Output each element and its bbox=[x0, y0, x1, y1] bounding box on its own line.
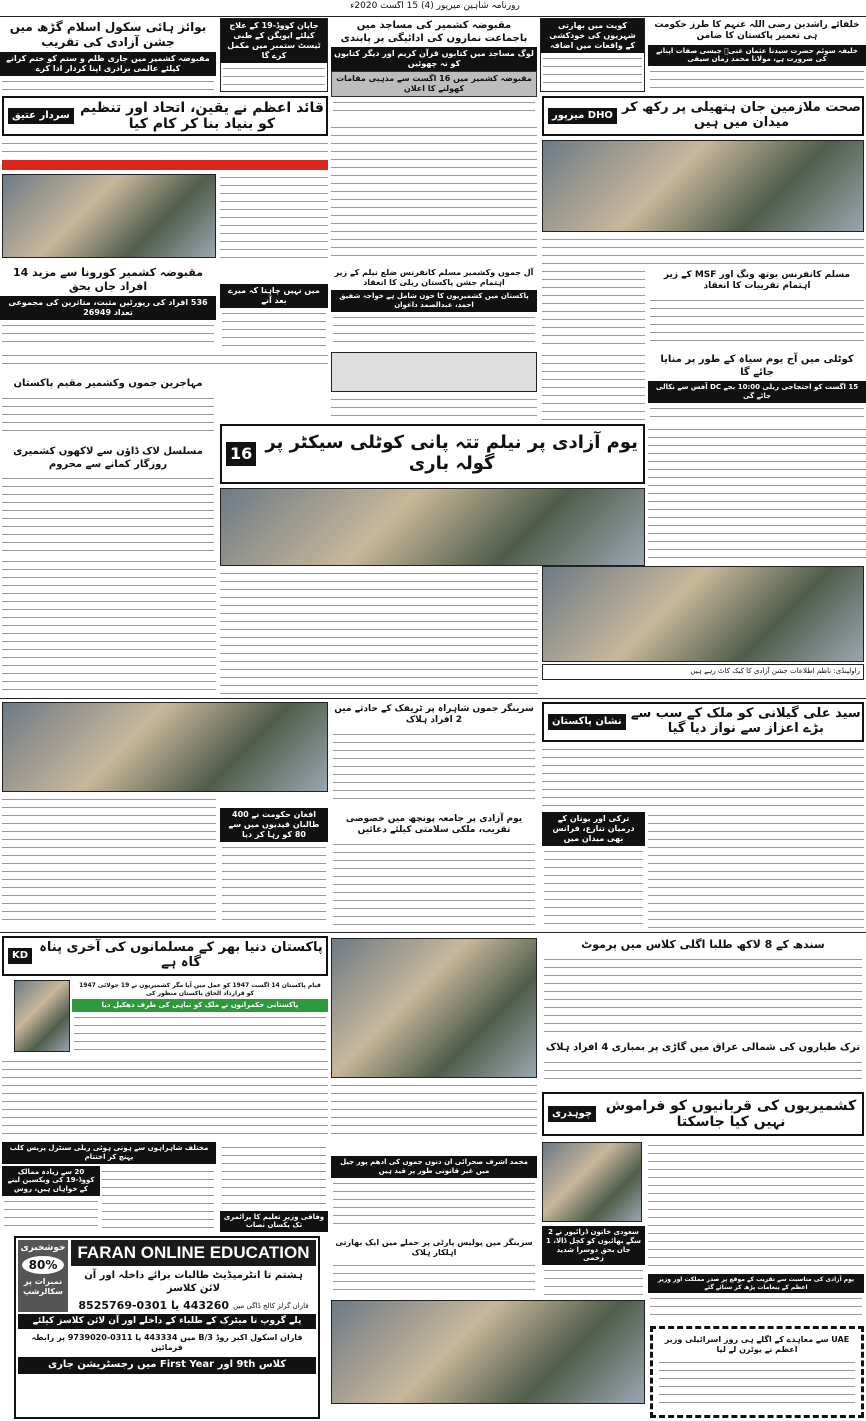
headline: مسلم کانفرنس یوتھ ونگ اور MSF کے زیر اہتمام تقریبات کا انعقاد bbox=[663, 270, 851, 292]
article-muhajireen[interactable] bbox=[0, 376, 216, 440]
article-body-text bbox=[333, 1262, 535, 1294]
portrait-photo bbox=[14, 980, 70, 1052]
article-body-text bbox=[2, 1058, 328, 1136]
headline: مختلف شاہراہوں سے ہوتی ہوئی ریلی سنٹرل پریس کلب پہنچ کر اختتام bbox=[2, 1142, 216, 1164]
banner-text: سید علی گیلانی کو ملک کے سب سے بڑے اعزاز سے نواز دیا گیا bbox=[630, 706, 861, 736]
article-turkey-greece[interactable] bbox=[542, 812, 645, 928]
headline: یوم آزادی پر جامعہ پونچھ میں خصوصی تقریب، ملکی سلامتی کیلئے دعائیں bbox=[345, 814, 523, 836]
headline: کویت میں بھارتی شہریوں کی خودکشی کے واقعات میں اضافہ bbox=[541, 19, 644, 53]
article-body-text bbox=[544, 848, 643, 926]
article-body-text bbox=[542, 268, 645, 348]
photo bbox=[331, 352, 537, 392]
banner-text: پاکستان دنیا بھر کے مسلمانوں کی آخری پناہ گاہ ہے bbox=[39, 940, 323, 970]
article-body-text bbox=[650, 297, 864, 347]
article-overseas[interactable] bbox=[648, 1274, 864, 1324]
article-body-text bbox=[333, 841, 535, 927]
banner-text: یوم آزادی پر نیلم تتہ پانی کوٹلی سیکٹر پر گولہ باری bbox=[265, 432, 638, 474]
headline: یوم آزادی کی مناسبت سے تقریب کے موقع پر صدر مملکت اور وزیر اعظم کے پیغامات پڑھ کر سنائے گئے bbox=[648, 1274, 864, 1293]
subheadline: لوگ مساجد میں کتابوں قرآن کریم اور دیگر کتابوں کو نہ چھوئیں bbox=[331, 47, 537, 71]
headline: UAE سے معاہدے کے اگلے ہی روز اسرائیلی وزیر اعظم نے یوٹرن لے لیا bbox=[664, 1335, 850, 1354]
vaccine-headline: 20 سے زیادہ ممالک کووڈ-19 کی ویکسین لینے کے خواہاں ہیں، روس bbox=[2, 1166, 100, 1196]
banner-text: کشمیریوں کی قربانیوں کو فراموش نہیں کیا جاسکتا bbox=[605, 1097, 857, 1130]
article-body-text bbox=[2, 475, 214, 552]
article-body-text bbox=[2, 140, 328, 158]
subheadline: 536 افراد کی رپورٹیں مثبت، متاثرین کی مجموعی تعداد 26949 bbox=[0, 296, 216, 320]
headline: خلفائے راشدین رضی اللہ عنہم کا طرز حکومت ہی تعمیر پاکستان کا ضامن bbox=[654, 20, 860, 42]
article-body-text bbox=[4, 1198, 98, 1230]
article-body-text bbox=[2, 352, 328, 370]
headline: افغان حکومت نے 400 طالبان قیدیوں میں سے 80 کو رہا کر دیا bbox=[220, 808, 328, 842]
ad-phone-1 bbox=[71, 1299, 316, 1312]
subheadline: 15 اگست کو احتجاجی ریلی 10:00 بجے DC آفس سے نکالی جائے گی bbox=[648, 381, 866, 403]
article-body-text bbox=[542, 746, 864, 808]
ad-phone-label: فاران گرلز کالج ڈاگی میں bbox=[233, 1301, 309, 1310]
subheadline: خلیفہ سوئم حضرت سیدنا عثمان غنیؓ جیسی صفات اپنانے کی ضرورت ہے، مولانا محمد زمان سیفی bbox=[648, 45, 866, 67]
scholarship-badge bbox=[18, 1240, 68, 1312]
refuge-article[interactable] bbox=[72, 980, 328, 1054]
banner-tag: DHO میرپور bbox=[548, 108, 617, 124]
article-education[interactable] bbox=[220, 1142, 328, 1232]
article-mosques[interactable] bbox=[331, 18, 537, 120]
article-body-text bbox=[648, 1142, 864, 1270]
subheadline: قیام پاکستان 14 اگست 1947 کو عمل میں آیا مگر کشمیریوں نے 19 جولائی 1947 کو قرارداد الحاق پاکستان منظور کی bbox=[79, 982, 321, 997]
article-sindh[interactable] bbox=[542, 936, 864, 1036]
article-boys-school[interactable] bbox=[0, 18, 216, 92]
article-jamia[interactable] bbox=[331, 812, 537, 928]
banner-tag: 16 bbox=[226, 442, 256, 465]
headline: سندھ کے 8 لاکھ طلبا اگلی کلاس میں پرموٹ bbox=[581, 938, 825, 951]
article-body-text bbox=[650, 68, 864, 90]
subheadline: پاکستانی حکمرانوں نے ملک کو تباہی کی طرف دھکیل دیا bbox=[72, 999, 328, 1012]
photo-caption: راولپنڈی: ناظم اطلاعات جشن آزادی کا کیک کاٹ رہے ہیں bbox=[542, 664, 864, 680]
subheadline: مقبوضہ کشمیر میں 16 اگست سے مذہبی مقامات کھولنے کا اعلان bbox=[331, 71, 537, 97]
photo bbox=[542, 566, 864, 662]
badge-percent: 80% bbox=[22, 1256, 64, 1274]
banner-shelling bbox=[220, 424, 645, 484]
article-body-text bbox=[659, 1359, 855, 1409]
headline: سرینگر میں پولیس پارٹی پر حملے میں ایک بھارتی اہلکار ہلاک bbox=[335, 1238, 533, 1257]
headline: بوائز ہائی سکول اسلام گڑھ میں جشن آزادی کی تقریب bbox=[9, 20, 207, 49]
headline: وفاقی وزیر تعلیم کا پرائمری تک یکساں نصاب bbox=[220, 1211, 328, 1233]
ad-title: FARAN ONLINE EDUCATION bbox=[71, 1240, 316, 1266]
article-body-text bbox=[2, 796, 216, 926]
article-accident[interactable] bbox=[331, 702, 537, 802]
article-body-text bbox=[544, 956, 862, 1034]
ad-line-3: کلاس 9th اور First Year میں رجسٹریشن جاری bbox=[18, 1357, 316, 1374]
banner-text: قائد اعظم نے یقین، اتحاد اور تنظیم کو بنیاد بنا کر کام کیا bbox=[80, 99, 324, 132]
article-body-text bbox=[331, 1082, 537, 1140]
divider bbox=[0, 698, 866, 699]
article-body-text bbox=[220, 174, 328, 258]
badge-top: خوشخبری bbox=[20, 1243, 66, 1253]
article-kotli[interactable] bbox=[648, 352, 866, 422]
subheadline: مقبوضہ کشمیر میں جاری ظلم و ستم کو ختم کرانے کیلئے عالمی برادری اپنا کردار ادا کرے bbox=[0, 52, 216, 76]
article-body-text bbox=[222, 310, 326, 346]
article-body-text bbox=[74, 1014, 326, 1052]
ad-line-2: پلے گروپ تا میٹرک کے طلباء کے داخلے اور آن لائن کلاسز کیلئے bbox=[18, 1314, 316, 1329]
article-body-text bbox=[333, 99, 535, 118]
headline: آل جموں وکشمیر مسلم کانفرنس ضلع نیلم کے زیر اہتمام جشن پاکستان ریلی کا انعقاد bbox=[334, 268, 534, 287]
article-body-text bbox=[2, 78, 214, 90]
article-body-text bbox=[650, 1295, 862, 1322]
article-uae[interactable] bbox=[650, 1326, 864, 1418]
headline: مقبوضہ کشمیر کورونا سے مزید 14 افراد جاں بحق bbox=[12, 266, 204, 293]
article-body-text bbox=[648, 426, 866, 560]
article-turk-jets[interactable] bbox=[542, 1040, 864, 1088]
banner-tag: چوہدری bbox=[548, 1106, 596, 1122]
article-body-text bbox=[2, 558, 216, 696]
article-body-text bbox=[543, 55, 642, 89]
article-body-text bbox=[333, 731, 535, 801]
headline: کوٹلی میں آج یوم سیاہ کے طور پر منایا جائے گا bbox=[660, 354, 854, 378]
banner-tag: KD bbox=[8, 948, 32, 964]
banner-refuge bbox=[2, 936, 328, 976]
headline: سعودی خاتون ڈرائیور نے 2 سگے بھائیوں کو کچل ڈالا، 1 جاں بحق دوسرا شدید زخمی bbox=[542, 1226, 645, 1265]
article-body-text bbox=[331, 396, 537, 420]
subheadline: پاکستان میں کشمیریوں کا خون شامل ہے خواجہ شفیق احمد، عبدالصمد داعوان bbox=[331, 290, 537, 312]
article-insaf[interactable] bbox=[2, 1142, 216, 1232]
banner-dho bbox=[542, 96, 864, 136]
banner-sacrifices bbox=[542, 1092, 864, 1136]
article-japan[interactable] bbox=[220, 18, 328, 92]
divider bbox=[0, 16, 866, 17]
article-body-text bbox=[220, 570, 538, 696]
article-body-text bbox=[542, 352, 645, 420]
article-body-text bbox=[333, 314, 535, 347]
article-body-text bbox=[544, 1059, 862, 1087]
red-strip bbox=[2, 160, 328, 170]
article-body-text bbox=[2, 322, 214, 347]
ad-phone-number[interactable]: 443260 یا 0301-8525769 bbox=[78, 1299, 230, 1312]
article-not-want[interactable] bbox=[220, 284, 328, 348]
headline: محمد اشرف صحرائی ان دنوں جموں کی ادھم پور جیل میں غیر قانونی طور پر قید ہیں bbox=[331, 1156, 537, 1178]
article-body-text bbox=[223, 65, 325, 89]
banner-tag: سردار عتیق bbox=[8, 108, 74, 124]
banner-tag: نشان پاکستان bbox=[548, 714, 626, 730]
divider bbox=[0, 932, 866, 933]
headline: جاپان کووڈ-19 کے علاج کیلئے ایویگن کے طبی ٹیسٹ ستمبر میں مکمل کرے گا bbox=[221, 19, 327, 63]
article-body-text bbox=[648, 812, 864, 928]
photo bbox=[2, 702, 328, 792]
article-body-text bbox=[2, 395, 214, 439]
date-line: روزنامہ شاہین میرپور (4) 15 اگست 2020ء bbox=[350, 1, 520, 11]
banner-gilani bbox=[542, 702, 864, 742]
headline: مہاجرین جموں وکشمیر مقیم پاکستان bbox=[13, 378, 203, 389]
article-lockdown[interactable] bbox=[0, 444, 216, 554]
faran-advertisement[interactable] bbox=[14, 1236, 320, 1419]
article-body-text bbox=[650, 405, 864, 421]
photo bbox=[331, 1300, 645, 1404]
article-body-text bbox=[542, 236, 864, 264]
portrait-photo bbox=[542, 1142, 642, 1222]
article-muslim-conference[interactable] bbox=[331, 266, 537, 348]
photo bbox=[542, 140, 864, 232]
article-ashraf[interactable] bbox=[331, 1156, 537, 1232]
ad-line-1: ہشتم تا انٹرمیڈیٹ طالبات برائے داخلہ اور آن لائن کلاسز bbox=[84, 1270, 303, 1294]
article-kuwait[interactable] bbox=[540, 18, 645, 92]
headline: ترک طیاروں کی شمالی عراق میں گاڑی پر بمباری 4 افراد ہلاک bbox=[545, 1042, 861, 1053]
photo bbox=[2, 174, 216, 258]
article-youth-wing[interactable] bbox=[648, 268, 866, 348]
banner-text: صحت ملازمین جان ہتھیلی پر رکھ کر میدان میں ہیں bbox=[621, 100, 861, 130]
photo bbox=[220, 488, 645, 566]
banner-quaid bbox=[2, 96, 328, 136]
headline: مقبوضہ کشمیر کی مساجد میں باجماعت نمازوں کی ادائیگی پر پابندی bbox=[340, 20, 528, 44]
headline: سرینگر جموں شاہراہ پر ٹریفک کے حادثے میں 2 افراد ہلاک bbox=[334, 704, 534, 726]
headline: مسلسل لاک ڈاؤن سے لاکھوں کشمیری روزگار کمانے سے محروم bbox=[13, 446, 203, 470]
headline: میں نہیں چاہتا کہ میرے بعد آنے bbox=[220, 284, 328, 308]
article-khulafa[interactable] bbox=[648, 18, 866, 92]
article-corona[interactable] bbox=[0, 264, 216, 348]
article-body-text bbox=[222, 1144, 326, 1209]
photo bbox=[331, 938, 537, 1078]
article-body-text bbox=[222, 844, 326, 926]
article-afghan[interactable] bbox=[220, 808, 328, 928]
headline: ترکی اور یونان کے درمیان تنازع، فرانس بھی میدان میں bbox=[542, 812, 645, 846]
article-body-text bbox=[102, 1168, 214, 1231]
article-body-text bbox=[331, 124, 537, 262]
badge-bottom: نمبرات پر سکالرشپ bbox=[23, 1277, 63, 1296]
ad-phone-2[interactable]: فاران اسکول اکبر روڈ B/3 میں 443334 یا 0311-9739020 پر رابطہ فرمائیں bbox=[31, 1333, 303, 1353]
article-srinagar-attack[interactable] bbox=[331, 1236, 537, 1296]
article-body-text bbox=[333, 1180, 535, 1231]
